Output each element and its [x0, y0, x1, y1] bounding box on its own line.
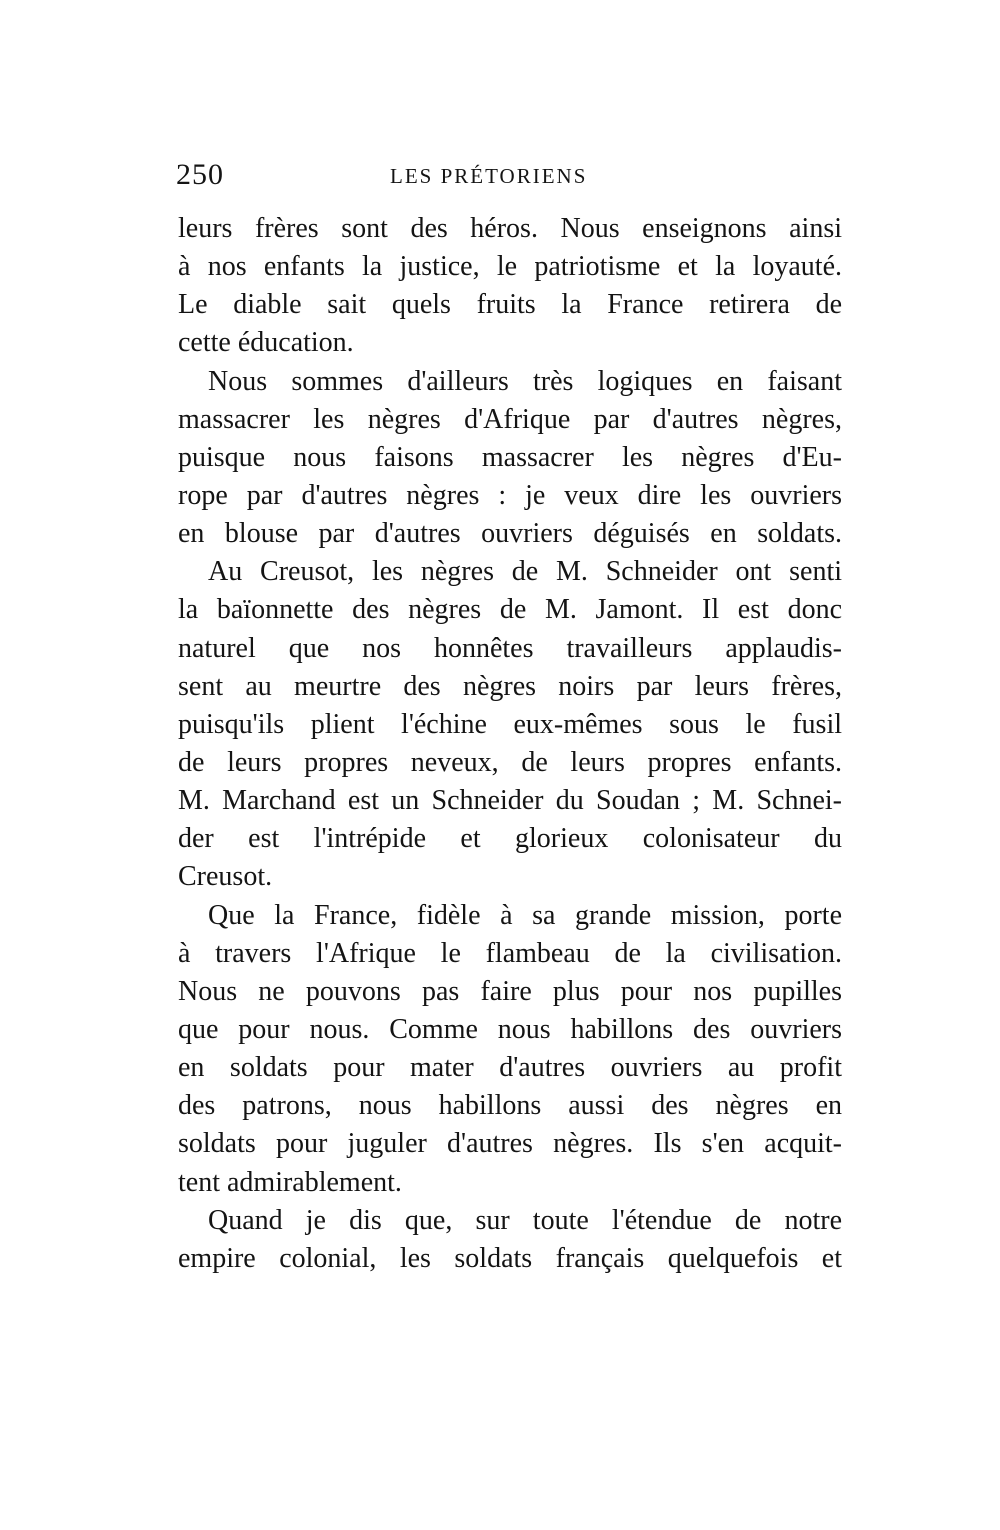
text-line: cette éducation. [178, 327, 354, 359]
text-line: que pour nous. Comme nous habillons des ouvriers [178, 1013, 842, 1045]
text-line: Nous sommes d'ailleurs très logiques en faisant [208, 365, 842, 397]
text-line: soldats pour juguler d'autres nègres. Ils s'en acquit- [178, 1128, 842, 1160]
text-line: la baïonnette des nègres de M. Jamont. Il est donc [178, 594, 842, 626]
text-line: puisqu'ils plient l'échine eux-mêmes sous le fusil [178, 708, 842, 740]
text-line: Nous ne pouvons pas faire plus pour nos pupilles [178, 975, 842, 1007]
text-line: sent au meurtre des nègres noirs par leurs frères, [178, 670, 842, 702]
text-line: massacrer les nègres d'Afrique par d'autres nègres, [178, 403, 842, 435]
text-line: Quand je dis que, sur toute l'étendue de notre [208, 1204, 842, 1236]
text-line: rope par d'autres nègres : je veux dire les ouvriers [178, 479, 842, 511]
text-line: Creusot. [178, 861, 273, 893]
text-line: leurs frères sont des héros. Nous enseignons ainsi [178, 213, 842, 244]
text-line: à nos enfants la justice, le patriotisme et la loyauté. [178, 251, 842, 283]
text-line: puisque nous faisons massacrer les nègres d'Eu- [178, 441, 842, 473]
text-line: Que la France, fidèle à sa grande mission, porte [208, 899, 842, 931]
text-line: en blouse par d'autres ouvriers déguisés en soldats. [178, 518, 842, 550]
running-head [176, 155, 840, 195]
text-line: naturel que nos honnêtes travailleurs applaudis- [178, 632, 842, 664]
text-line: M. Marchand est un Schneider du Soudan ; M. Schnei- [178, 785, 842, 817]
text-line: tent admirablement. [178, 1166, 402, 1198]
text-line: en soldats pour mater d'autres ouvriers au profit [178, 1052, 842, 1084]
text-line: Le diable sait quels fruits la France retirera de [178, 289, 842, 321]
body-text [178, 210, 842, 1278]
text-line: à travers l'Afrique le flambeau de la civilisation. [178, 937, 842, 969]
text-line: Au Creusot, les nègres de M. Schneider ont senti [208, 556, 842, 588]
text-line: empire colonial, les soldats français quelquefois et [178, 1242, 842, 1274]
text-line: der est l'intrépide et glorieux colonisateur du [178, 823, 842, 855]
text-line: des patrons, nous habillons aussi des nègres en [178, 1090, 842, 1122]
running-title: LES PRÉTORIENS [390, 164, 588, 188]
page-number: 250 [176, 158, 224, 191]
text-line: de leurs propres neveux, de leurs propres enfants. [178, 746, 842, 778]
